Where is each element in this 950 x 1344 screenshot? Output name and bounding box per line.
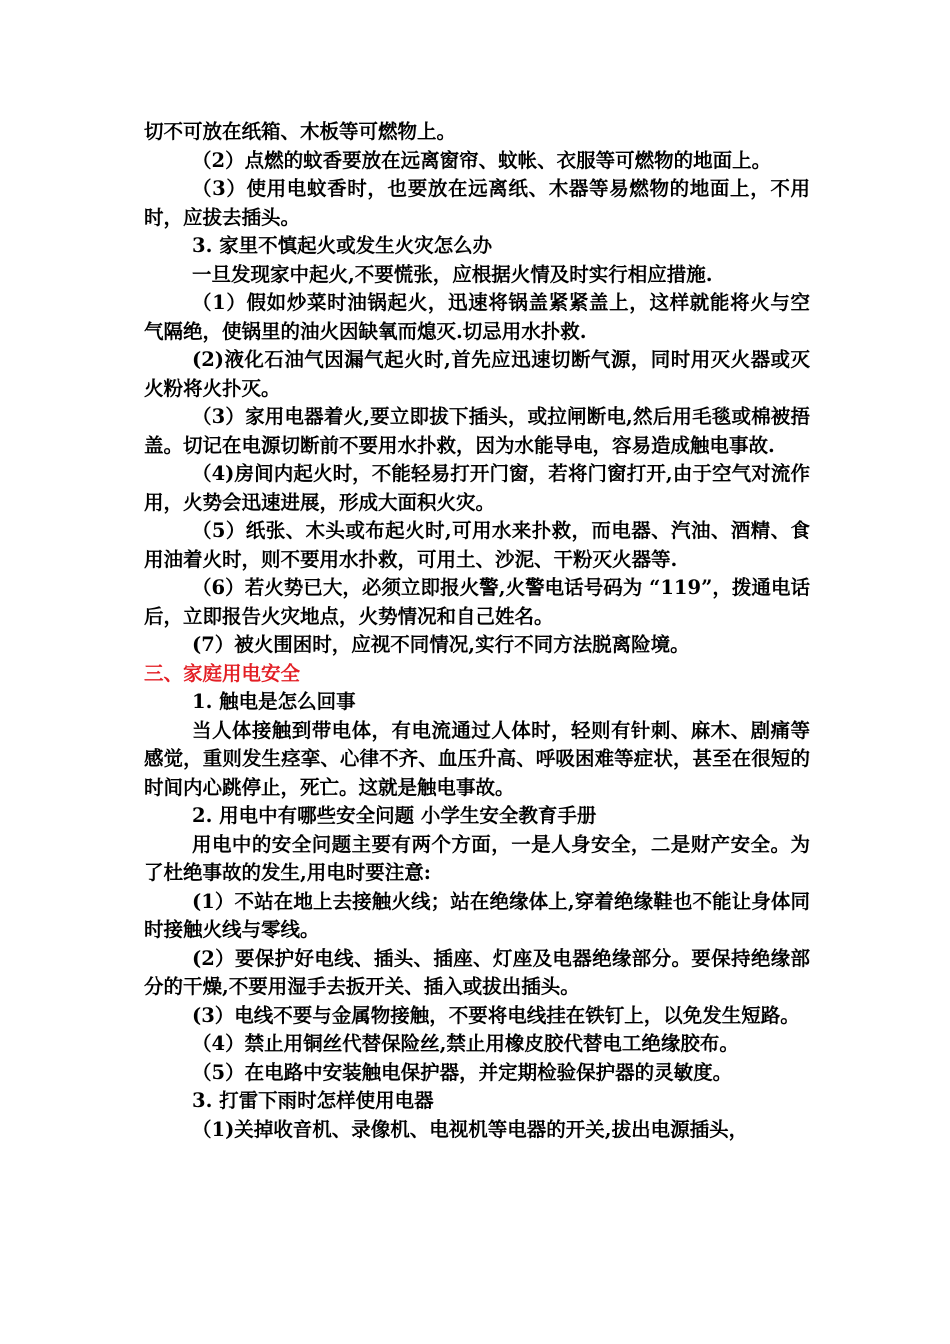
paragraph-safety-intro: 用电中的安全问题主要有两个方面，一是人身安全，二是财产安全。为了杜绝事故的发生,用电时要注意: [144,832,810,884]
paragraph-safety-2: (2）要保护好电线、插头、插座、灯座及电器绝缘部分。要保持绝缘部分的干燥,不要用湿手去扳开关、插入或拔出插头。 [144,946,810,998]
paragraph-safety-5: （5）在电路中安装触电保护器，并定期检验保护器的灵敏度。 [192,1060,733,1084]
paragraph-fire-2: (2)液化石油气因漏气起火时,首先应迅速切断气源，同时用灭火器或灭火粉将火扑灭。 [144,348,810,400]
paragraph-safety-1: (1）不站在地上去接触火线；站在绝缘体上,穿着绝缘鞋也不能让身体同时接触火线与零线。 [144,889,810,941]
paragraph-safety-3: (3）电线不要与金属物接触，不要将电线挂在铁钉上，以免发生短路。 [192,1003,800,1027]
paragraph-electric-shock: 当人体接触到带电体，有电流通过人体时，轻则有针刺、麻木、剧痛等感觉，重则发生痉挛、心律不齐、血压升高、呼吸困难等症状，甚至在很短的时间内心跳停止，死亡。这就是触电事故。 [144,718,810,799]
paragraph-fire-7: (7）被火围困时，应视不同情况,实行不同方法脱离险境。 [192,633,690,656]
paragraph-mosquito-coil-2: （2）点燃的蚊香要放在远离窗帘、蚊帐、衣服等可燃物的地面上。 [192,148,772,172]
paragraph-thunderstorm-1: （1)关掉收音机、录像机、电视机等电器的开关,拔出电源插头， [192,1117,749,1141]
paragraph-fire-4: （4)房间内起火时，不能轻易打开门窗，若将门窗打开,由于空气对流作用，火势会迅速进展，形成大面积火灾。 [144,462,810,514]
paragraph-fire-1: （1）假如炒菜时油锅起火，迅速将锅盖紧紧盖上，这样就能将火与空气隔绝，使锅里的油火因缺氧而熄灭.切忌用水扑救. [144,291,810,343]
paragraph-fire-6: （6）若火势已大，必须立即报火警,火警电话号码为 “119”，拨通电话后，立即报告火灾地点，火势情况和自己姓名。 [144,576,810,628]
paragraph-fire-intro: 一旦发现家中起火,不要慌张，应根据火情及时实行相应措施. [192,262,713,286]
paragraph-safety-4: （4）禁止用铜丝代替保险丝,禁止用橡皮胶代替电工绝缘胶布。 [192,1032,739,1055]
subheading-thunderstorm: 3. 打雷下雨时怎样使用电器 [192,1089,434,1112]
subheading-electric-shock: 1. 触电是怎么回事 [192,690,356,713]
section-heading-electric-safety: 三、家庭用电安全 [144,661,301,685]
document-body [144,118,810,1144]
paragraph-fire-5: （5）纸张、木头或布起火时,可用水来扑救，而电器、汽油、酒精、食用油着火时，则不要用水扑救，可用土、沙泥、干粉灭火器等. [144,519,810,571]
paragraph-fire-3: （3）家用电器着火,要立即拔下插头，或拉闸断电,然后用毛毯或棉被捂盖。切记在电源切断前不要用水扑救，因为水能导电，容易造成触电事故. [144,405,810,457]
paragraph-continuation: 切不可放在纸箱、木板等可燃物上。 [144,120,457,143]
paragraph-mosquito-coil-3: （3）使用电蚊香时，也要放在远离纸、木器等易燃物的地面上，不用时，应拔去插头。 [144,177,810,229]
subheading-safety-issues: 2. 用电中有哪些安全问题 小学生安全教育手册 [192,804,597,827]
subheading-fire-at-home: 3. 家里不慎起火或发生火灾怎么办 [192,234,493,257]
